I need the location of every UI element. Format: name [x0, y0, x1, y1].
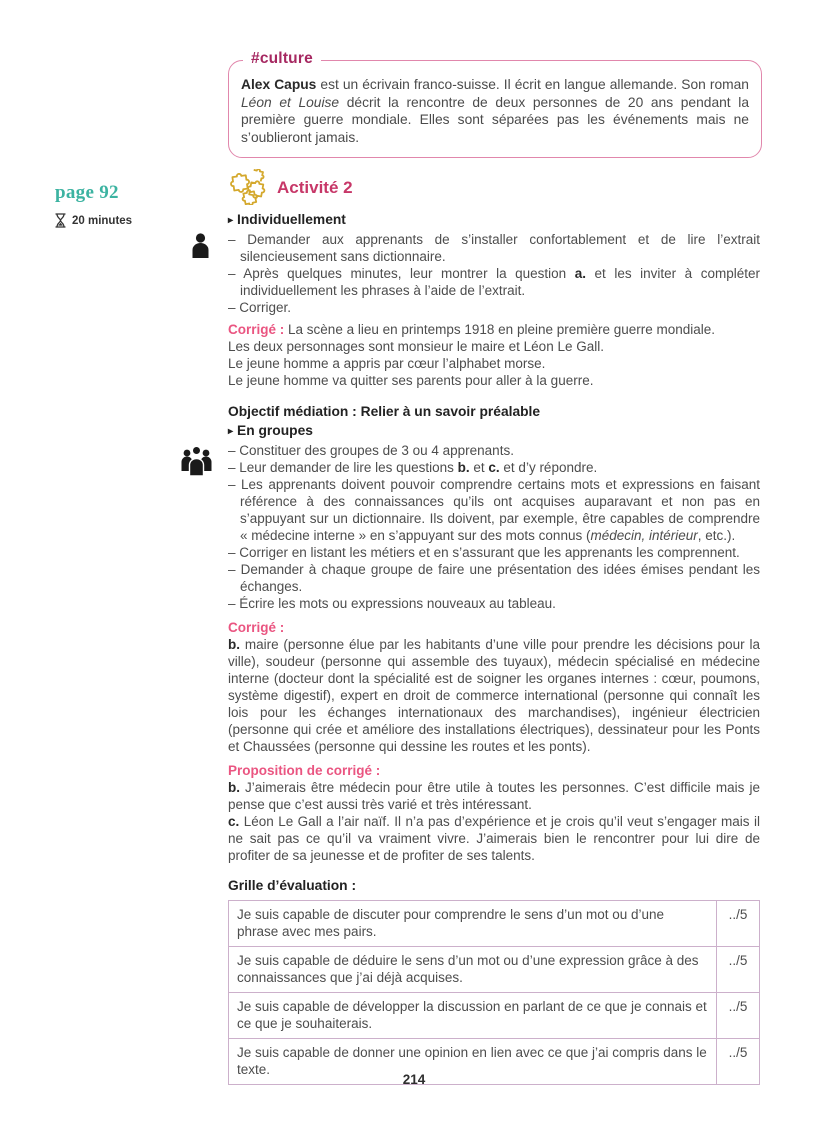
- criterion-cell: Je suis capable de discuter pour comprendre le sens d’un mot ou d’une phrase avec mes pairs.: [229, 901, 717, 947]
- mediation-objective-heading: Objectif médiation : Relier à un savoir préalable: [228, 404, 541, 419]
- proposition-corrige-label: Proposition de corrigé :: [228, 763, 381, 778]
- corrige-line: Le jeune homme a appris par cœur l’alphabet morse.: [228, 356, 546, 371]
- puzzle-pieces-icon: [228, 169, 268, 205]
- list-item: – Corriger.: [228, 300, 292, 315]
- work-mode-groups: ▸ En groupes: [228, 423, 313, 438]
- score-cell: ../5: [717, 1039, 760, 1085]
- list-item: – Les apprenants doivent pouvoir comprendre certains mots et expressions en faisant référence à des connaissances qu’ils ont acquises auparavant et non pas en s’appuyant sur un dictionnaire. Ils doivent, par exemple, être capables de comprendre « médecine interne » en s’appuyant sur des mots connus (médecin, intérieur, etc.).: [228, 477, 760, 543]
- student-book-page-reference: page 92: [55, 182, 119, 203]
- culture-box-text: Alex Capus est un écrivain franco-suisse. Il écrit en langue allemande. Son roman Léon et Louise décrit la rencontre de deux personnes de 20 ans pendant la première guerre mondiale. Elles sont séparées pas les événements mais ne s’oublieront jamais.: [241, 77, 749, 145]
- page-number: 214: [402, 1072, 426, 1087]
- corrige-label: Corrigé :: [228, 322, 285, 337]
- activity-header: [228, 168, 760, 206]
- criterion-cell: Je suis capable de donner une opinion en lien avec ce que j’ai compris dans le texte.: [229, 1039, 717, 1085]
- triangle-bullet-icon: ▸: [228, 215, 234, 226]
- table-row: [229, 993, 760, 1039]
- group-instructions-list: [228, 442, 760, 612]
- score-cell: ../5: [717, 901, 760, 947]
- margin-notes: [55, 182, 205, 228]
- list-item: – Demander aux apprenants de s’installer confortablement et de lire l’extrait silencieusement sans dictionnaire.: [228, 232, 760, 264]
- list-item: – Écrire les mots ou expressions nouveaux au tableau.: [228, 596, 556, 611]
- evaluation-grid-title: Grille d’évaluation :: [228, 878, 357, 893]
- corrige-label: Corrigé :: [228, 620, 285, 635]
- table-row: [229, 901, 760, 947]
- corrige-answer-b: b. maire (personne élue par les habitants d’une ville pour prendre les décisions pour la ville), soudeur (personne qui assemble des tuyaux), médecin spécialisé en médecine interne (docteur dont la spécialité est de soigner les organes internes : cœur, poumons, système digestif), expert en droit de commerce international (personne qui connaît les lois pour les échanges internationaux des marchandises), ingénieur électricien (personne qui crée et améliore des installations électriques), dessinateur pour les Ponts et Chaussées (personne qui dessine les routes et les ponts).: [228, 637, 760, 754]
- hourglass-icon: [55, 213, 66, 228]
- book-title: Léon et Louise: [241, 94, 340, 110]
- activity-title: Activité 2: [277, 177, 353, 197]
- corrige-line: Les deux personnages sont monsieur le maire et Léon Le Gall.: [228, 339, 604, 354]
- culture-box: [228, 50, 762, 158]
- activity-content: [228, 168, 760, 1085]
- list-item: – Corriger en listant les métiers et en s’assurant que les apprenants les comprennent.: [228, 545, 740, 560]
- culture-author-name: Alex Capus: [241, 77, 317, 92]
- list-item: – Demander à chaque groupe de faire une présentation des idées émises pendant les échanges.: [228, 562, 760, 594]
- single-person-icon: [190, 233, 211, 263]
- list-item: – Après quelques minutes, leur montrer la question a. et les inviter à compléter individuellement les phrases à l’aide de l’extrait.: [228, 266, 760, 298]
- three-people-group-icon: [180, 445, 213, 481]
- proposition-answer-b: b. J’aimerais être médecin pour être utile à toutes les personnes. C’est difficile mais je pense que c’est aussi très varié et très intéressant.: [228, 780, 760, 812]
- list-item: – Leur demander de lire les questions b. et c. et d’y répondre.: [228, 460, 598, 475]
- criterion-cell: Je suis capable de déduire le sens d’un mot ou d’une expression grâce à des connaissances que j’ai déjà acquises.: [229, 947, 717, 993]
- list-item: – Constituer des groupes de 3 ou 4 apprenants.: [228, 443, 514, 458]
- triangle-bullet-icon: ▸: [228, 426, 234, 437]
- duration-indicator: [55, 213, 205, 228]
- work-mode-individual: ▸ Individuellement: [228, 212, 346, 227]
- duration-text: 20 minutes: [72, 214, 133, 227]
- score-cell: ../5: [717, 947, 760, 993]
- culture-box-label: #culture: [243, 50, 321, 68]
- corrige-section: Corrigé : La scène a lieu en printemps 1918 en pleine première guerre mondiale. Les deux personnages sont monsieur le maire et Léon Le Gall. Le jeune homme a appris par cœur l’alphabet morse. Le jeune homme va quitter ses parents pour aller à la guerre.: [228, 321, 760, 389]
- criterion-cell: Je suis capable de développer la discussion en parlant de ce que je connais et ce que je souhaiterais.: [229, 993, 717, 1039]
- individual-instructions-list: [228, 231, 760, 316]
- corrige-line: Le jeune homme va quitter ses parents pour aller à la guerre.: [228, 373, 594, 388]
- evaluation-grid-table: [228, 900, 760, 1085]
- score-cell: ../5: [717, 993, 760, 1039]
- table-row: [229, 947, 760, 993]
- proposition-answer-c: c. Léon Le Gall a l’air naïf. Il n’a pas d’expérience et je crois qu’il veut s’engager mais il ne sait pas ce qu’il va vraiment vivre. J’aimerais bien le rencontrer pour lui dire de profiter de sa jeunesse et de profiter de ses talents.: [228, 814, 760, 863]
